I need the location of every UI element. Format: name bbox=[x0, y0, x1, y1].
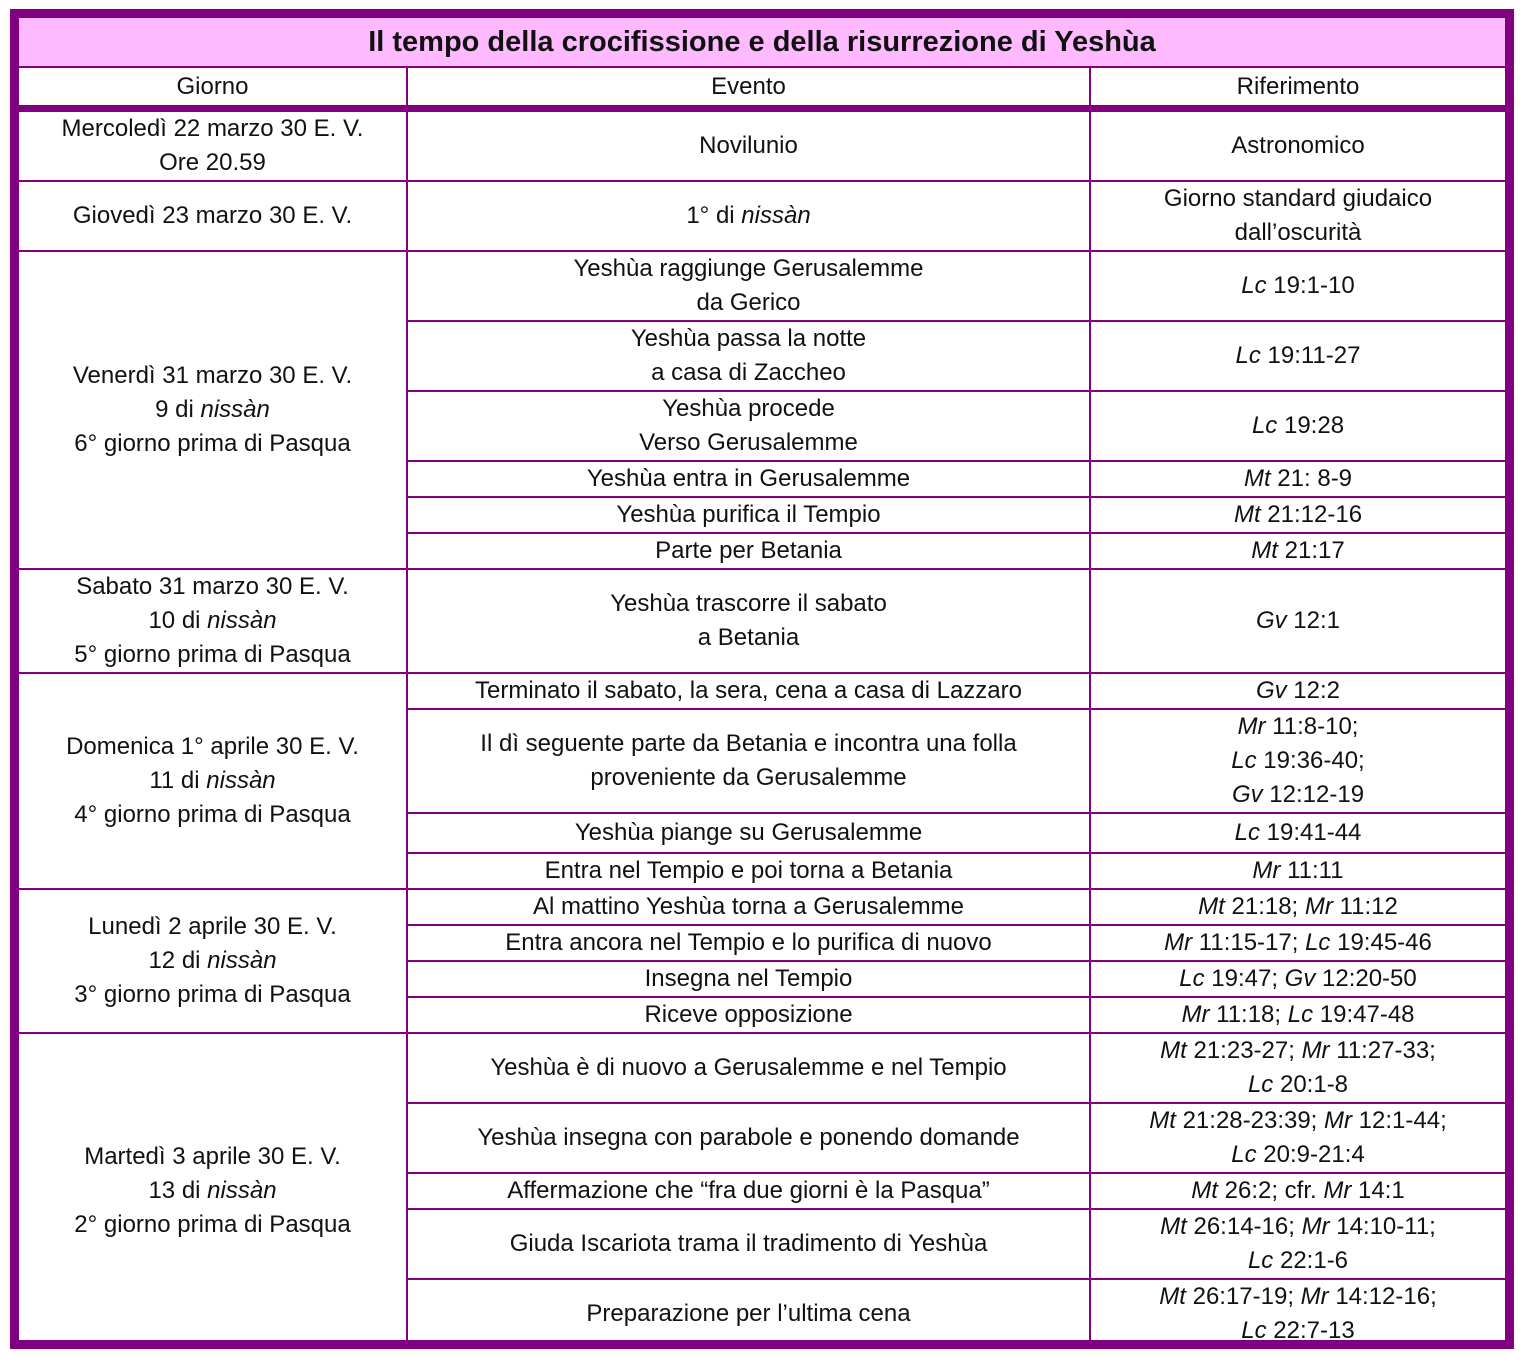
day-cell: Giovedì 23 marzo 30 E. V. bbox=[19, 181, 407, 251]
event-cell: Yeshùa passa la notte a casa di Zaccheo bbox=[407, 321, 1090, 391]
ref-cell: Lc 19:28 bbox=[1090, 391, 1505, 461]
ref-cell: Mt 26:2; cfr. Mr 14:1 bbox=[1090, 1173, 1505, 1209]
event-cell: Novilunio bbox=[407, 109, 1090, 182]
event-cell: 1° di nissàn bbox=[407, 181, 1090, 251]
table-row bbox=[19, 251, 1505, 321]
day-cell: Sabato 31 marzo 30 E. V. 10 di nissàn 5° giorno prima di Pasqua bbox=[19, 569, 407, 673]
day-cell: Venerdì 31 marzo 30 E. V. 9 di nissàn 6° giorno prima di Pasqua bbox=[19, 251, 407, 569]
table-frame bbox=[10, 9, 1514, 1349]
event-cell: Entra nel Tempio e poi torna a Betania bbox=[407, 853, 1090, 889]
table-row bbox=[19, 1033, 1505, 1103]
event-cell: Affermazione che “fra due giorni è la Pasqua” bbox=[407, 1173, 1090, 1209]
day-cell: Mercoledì 22 marzo 30 E. V. Ore 20.59 bbox=[19, 109, 407, 182]
event-cell: Parte per Betania bbox=[407, 533, 1090, 569]
ref-cell: Gv 12:1 bbox=[1090, 569, 1505, 673]
ref-cell: Astronomico bbox=[1090, 109, 1505, 182]
ref-cell: Mr 11:18; Lc 19:47-48 bbox=[1090, 997, 1505, 1033]
table-row bbox=[19, 673, 1505, 709]
ref-cell: Mt 21: 8-9 bbox=[1090, 461, 1505, 497]
ref-cell: Mt 26:17-19; Mr 14:12-16; Lc 22:7-13 bbox=[1090, 1279, 1505, 1348]
table-row bbox=[19, 889, 1505, 925]
event-cell: Il dì seguente parte da Betania e incontra una folla proveniente da Gerusalemme bbox=[407, 709, 1090, 813]
day-cell: Lunedì 2 aprile 30 E. V. 12 di nissàn 3° giorno prima di Pasqua bbox=[19, 889, 407, 1033]
header-event: Evento bbox=[407, 68, 1090, 109]
event-cell: Yeshùa raggiunge Gerusalemme da Gerico bbox=[407, 251, 1090, 321]
timeline-table bbox=[19, 68, 1505, 1349]
ref-cell: Mt 21:23-27; Mr 11:27-33; Lc 20:1-8 bbox=[1090, 1033, 1505, 1103]
event-cell: Riceve opposizione bbox=[407, 997, 1090, 1033]
ref-cell: Lc 19:47; Gv 12:20-50 bbox=[1090, 961, 1505, 997]
event-cell: Yeshùa piange su Gerusalemme bbox=[407, 813, 1090, 853]
day-cell: Domenica 1° aprile 30 E. V. 11 di nissàn 4° giorno prima di Pasqua bbox=[19, 673, 407, 889]
ref-cell: Mr 11:11 bbox=[1090, 853, 1505, 889]
ref-cell: Mt 21:12-16 bbox=[1090, 497, 1505, 533]
event-cell: Preparazione per l’ultima cena bbox=[407, 1279, 1090, 1348]
event-cell: Yeshùa entra in Gerusalemme bbox=[407, 461, 1090, 497]
ref-cell: Lc 19:41-44 bbox=[1090, 813, 1505, 853]
event-cell: Giuda Iscariota trama il tradimento di Yeshùa bbox=[407, 1209, 1090, 1279]
header-row bbox=[19, 68, 1505, 109]
event-cell: Yeshùa è di nuovo a Gerusalemme e nel Tempio bbox=[407, 1033, 1090, 1103]
table-row bbox=[19, 569, 1505, 673]
ref-cell: Mr 11:8-10; Lc 19:36-40; Gv 12:12-19 bbox=[1090, 709, 1505, 813]
header-day: Giorno bbox=[19, 68, 407, 109]
ref-cell: Lc 19:11-27 bbox=[1090, 321, 1505, 391]
ref-cell: Gv 12:2 bbox=[1090, 673, 1505, 709]
table-row bbox=[19, 109, 1505, 182]
event-cell: Al mattino Yeshùa torna a Gerusalemme bbox=[407, 889, 1090, 925]
table-title: Il tempo della crocifissione e della risurrezione di Yeshùa bbox=[19, 18, 1505, 68]
header-ref: Riferimento bbox=[1090, 68, 1505, 109]
ref-cell: Mr 11:15-17; Lc 19:45-46 bbox=[1090, 925, 1505, 961]
ref-cell: Mt 21:17 bbox=[1090, 533, 1505, 569]
event-cell: Yeshùa procede Verso Gerusalemme bbox=[407, 391, 1090, 461]
event-cell: Yeshùa purifica il Tempio bbox=[407, 497, 1090, 533]
ref-cell: Mt 21:28-23:39; Mr 12:1-44; Lc 20:9-21:4 bbox=[1090, 1103, 1505, 1173]
day-cell: Martedì 3 aprile 30 E. V. 13 di nissàn 2° giorno prima di Pasqua bbox=[19, 1033, 407, 1348]
ref-cell: Giorno standard giudaico dall’oscurità bbox=[1090, 181, 1505, 251]
event-cell: Entra ancora nel Tempio e lo purifica di nuovo bbox=[407, 925, 1090, 961]
ref-cell: Mt 21:18; Mr 11:12 bbox=[1090, 889, 1505, 925]
event-cell: Insegna nel Tempio bbox=[407, 961, 1090, 997]
table-row bbox=[19, 181, 1505, 251]
ref-cell: Mt 26:14-16; Mr 14:10-11; Lc 22:1-6 bbox=[1090, 1209, 1505, 1279]
event-cell: Yeshùa trascorre il sabato a Betania bbox=[407, 569, 1090, 673]
event-cell: Yeshùa insegna con parabole e ponendo domande bbox=[407, 1103, 1090, 1173]
event-cell: Terminato il sabato, la sera, cena a casa di Lazzaro bbox=[407, 673, 1090, 709]
ref-cell: Lc 19:1-10 bbox=[1090, 251, 1505, 321]
